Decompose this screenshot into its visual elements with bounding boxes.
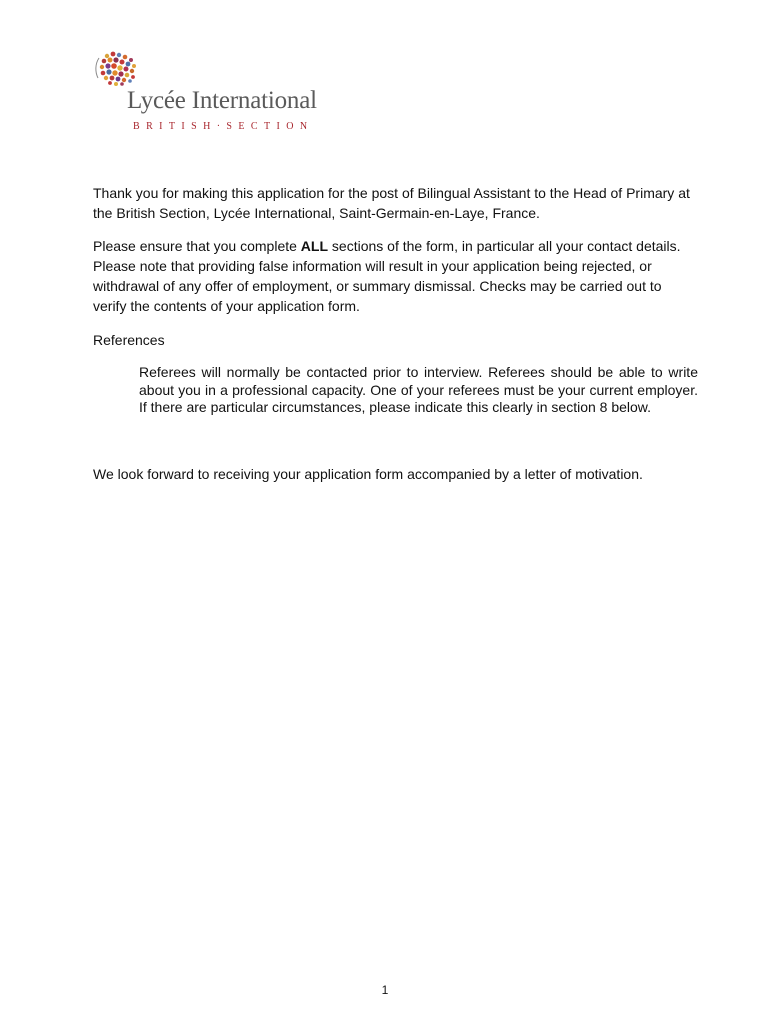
logo-name: Lycée International <box>127 87 317 114</box>
logo-subtitle: BRITISH·SECTION <box>133 121 314 132</box>
school-logo <box>93 50 353 136</box>
instructions-emphasis: ALL <box>300 238 329 254</box>
intro-paragraph: Thank you for making this application for the post of Bilingual Assistant to the Head of Primary at the British Section, Lycée International, Saint-Germain-en-Laye, France. <box>93 185 690 221</box>
closing-paragraph: We look forward to receiving your application form accompanied by a letter of motivation. <box>93 466 643 482</box>
page-number: 1 <box>381 983 389 997</box>
instructions-paragraph <box>93 236 698 316</box>
instructions-text-start: Please ensure that you complete <box>93 238 301 254</box>
instructions-text-end: sections of the form, in particular all your contact details. Please note that providing false information will result in your application being rejected, or withdrawal of any offer of employment, or summary dismissal. Checks may be carried out to verify the contents of your application form. <box>93 238 681 314</box>
references-paragraph: Referees will normally be contacted prior to interview. Referees should be able to write about you in a professional capacity. One of your referees must be your current employer. If there are particular circumstances, please indicate this clearly in section 8 below. <box>139 364 698 415</box>
references-heading: References <box>93 332 165 348</box>
